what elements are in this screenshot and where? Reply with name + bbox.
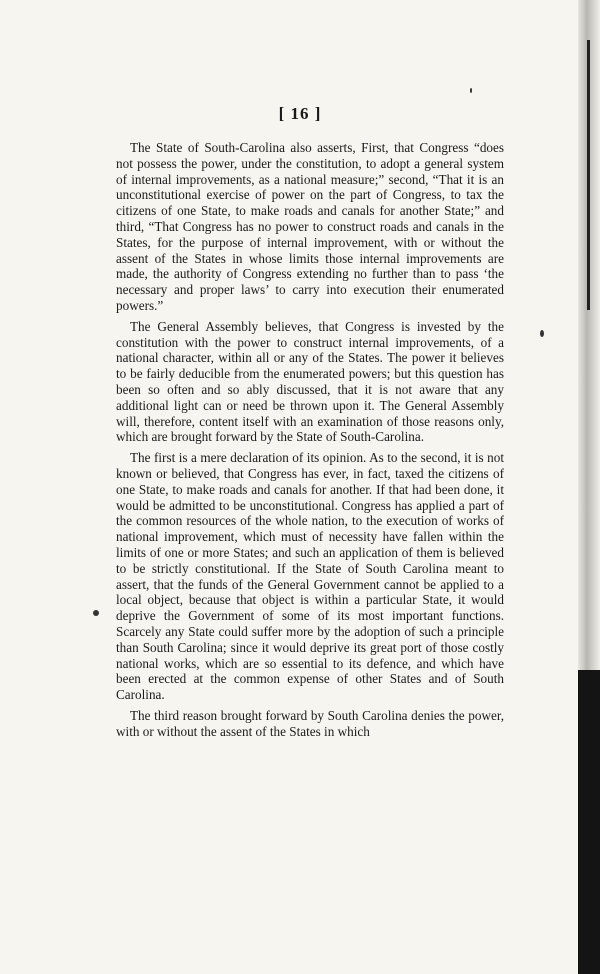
paragraph: The first is a mere declaration of its opinion. As to the second, it is not known or believed, that Congress has ever, in fact, taxed the citizens of one State, to make roads and canals for another. If that had been done, it would be admitted to be unconstitutional. Congress has applied a part of the common resources of the whole nation, to the execution of works of national improvement, which must of necessity have fallen within the limits of one or more States; and such an application of them is believed to be strictly constitutional. If the State of South Carolina meant to assert, that the funds of the General Government cannot be applied to a local object, because that object is within a particular State, it would deprive the Government of some of its most important functions. Scarcely any State could suffer more by the adoption of such a principle than South Carolina; since it would deprive its great port of those costly national works, which are so essential to its defence, and which have been erected at the common expense of other States and of South Carolina. bbox=[116, 450, 504, 703]
binding-dark-area bbox=[578, 670, 600, 974]
page-number: [ 16 ] bbox=[278, 104, 322, 123]
paragraph: The State of South-Carolina also asserts, First, that Congress “does not possess the power, under the constitution, to adopt a general system of internal improvements, as a national measure;” second, “That it is an unconstitutional exercise of power on the part of Congress, to tax the citizens of one State, to make roads and canals for another State;” and third, “That Congress has no power to construct roads and canals in the States, for the purpose of internal improvement, with or without the assent of the States in whose limits those internal improvements are made, the authority of Congress extending no further than to pass ‘the necessary and proper laws’ to carry into execution their enumerated powers.” bbox=[116, 140, 504, 313]
ink-speck bbox=[93, 610, 99, 616]
ink-speck bbox=[540, 330, 544, 337]
ink-speck bbox=[470, 88, 472, 93]
paragraph: The third reason brought forward by South Carolina denies the power, with or without the assent of the States in which bbox=[116, 707, 504, 739]
paragraph: The General Assembly believes, that Congress is invested by the constitution with the power to construct internal improvements, of a national character, within all or any of the States. The power it believes to be fairly deducible from the enumerated powers; but this question has been so often and so ably discussed, that it is not aware that any additional light can or need be thrown upon it. The General Assembly will, therefore, content itself with an examination of those reasons only, which are brought forward by the State of South-Carolina. bbox=[116, 318, 504, 445]
binding-line bbox=[587, 40, 590, 310]
body-text bbox=[116, 140, 504, 744]
